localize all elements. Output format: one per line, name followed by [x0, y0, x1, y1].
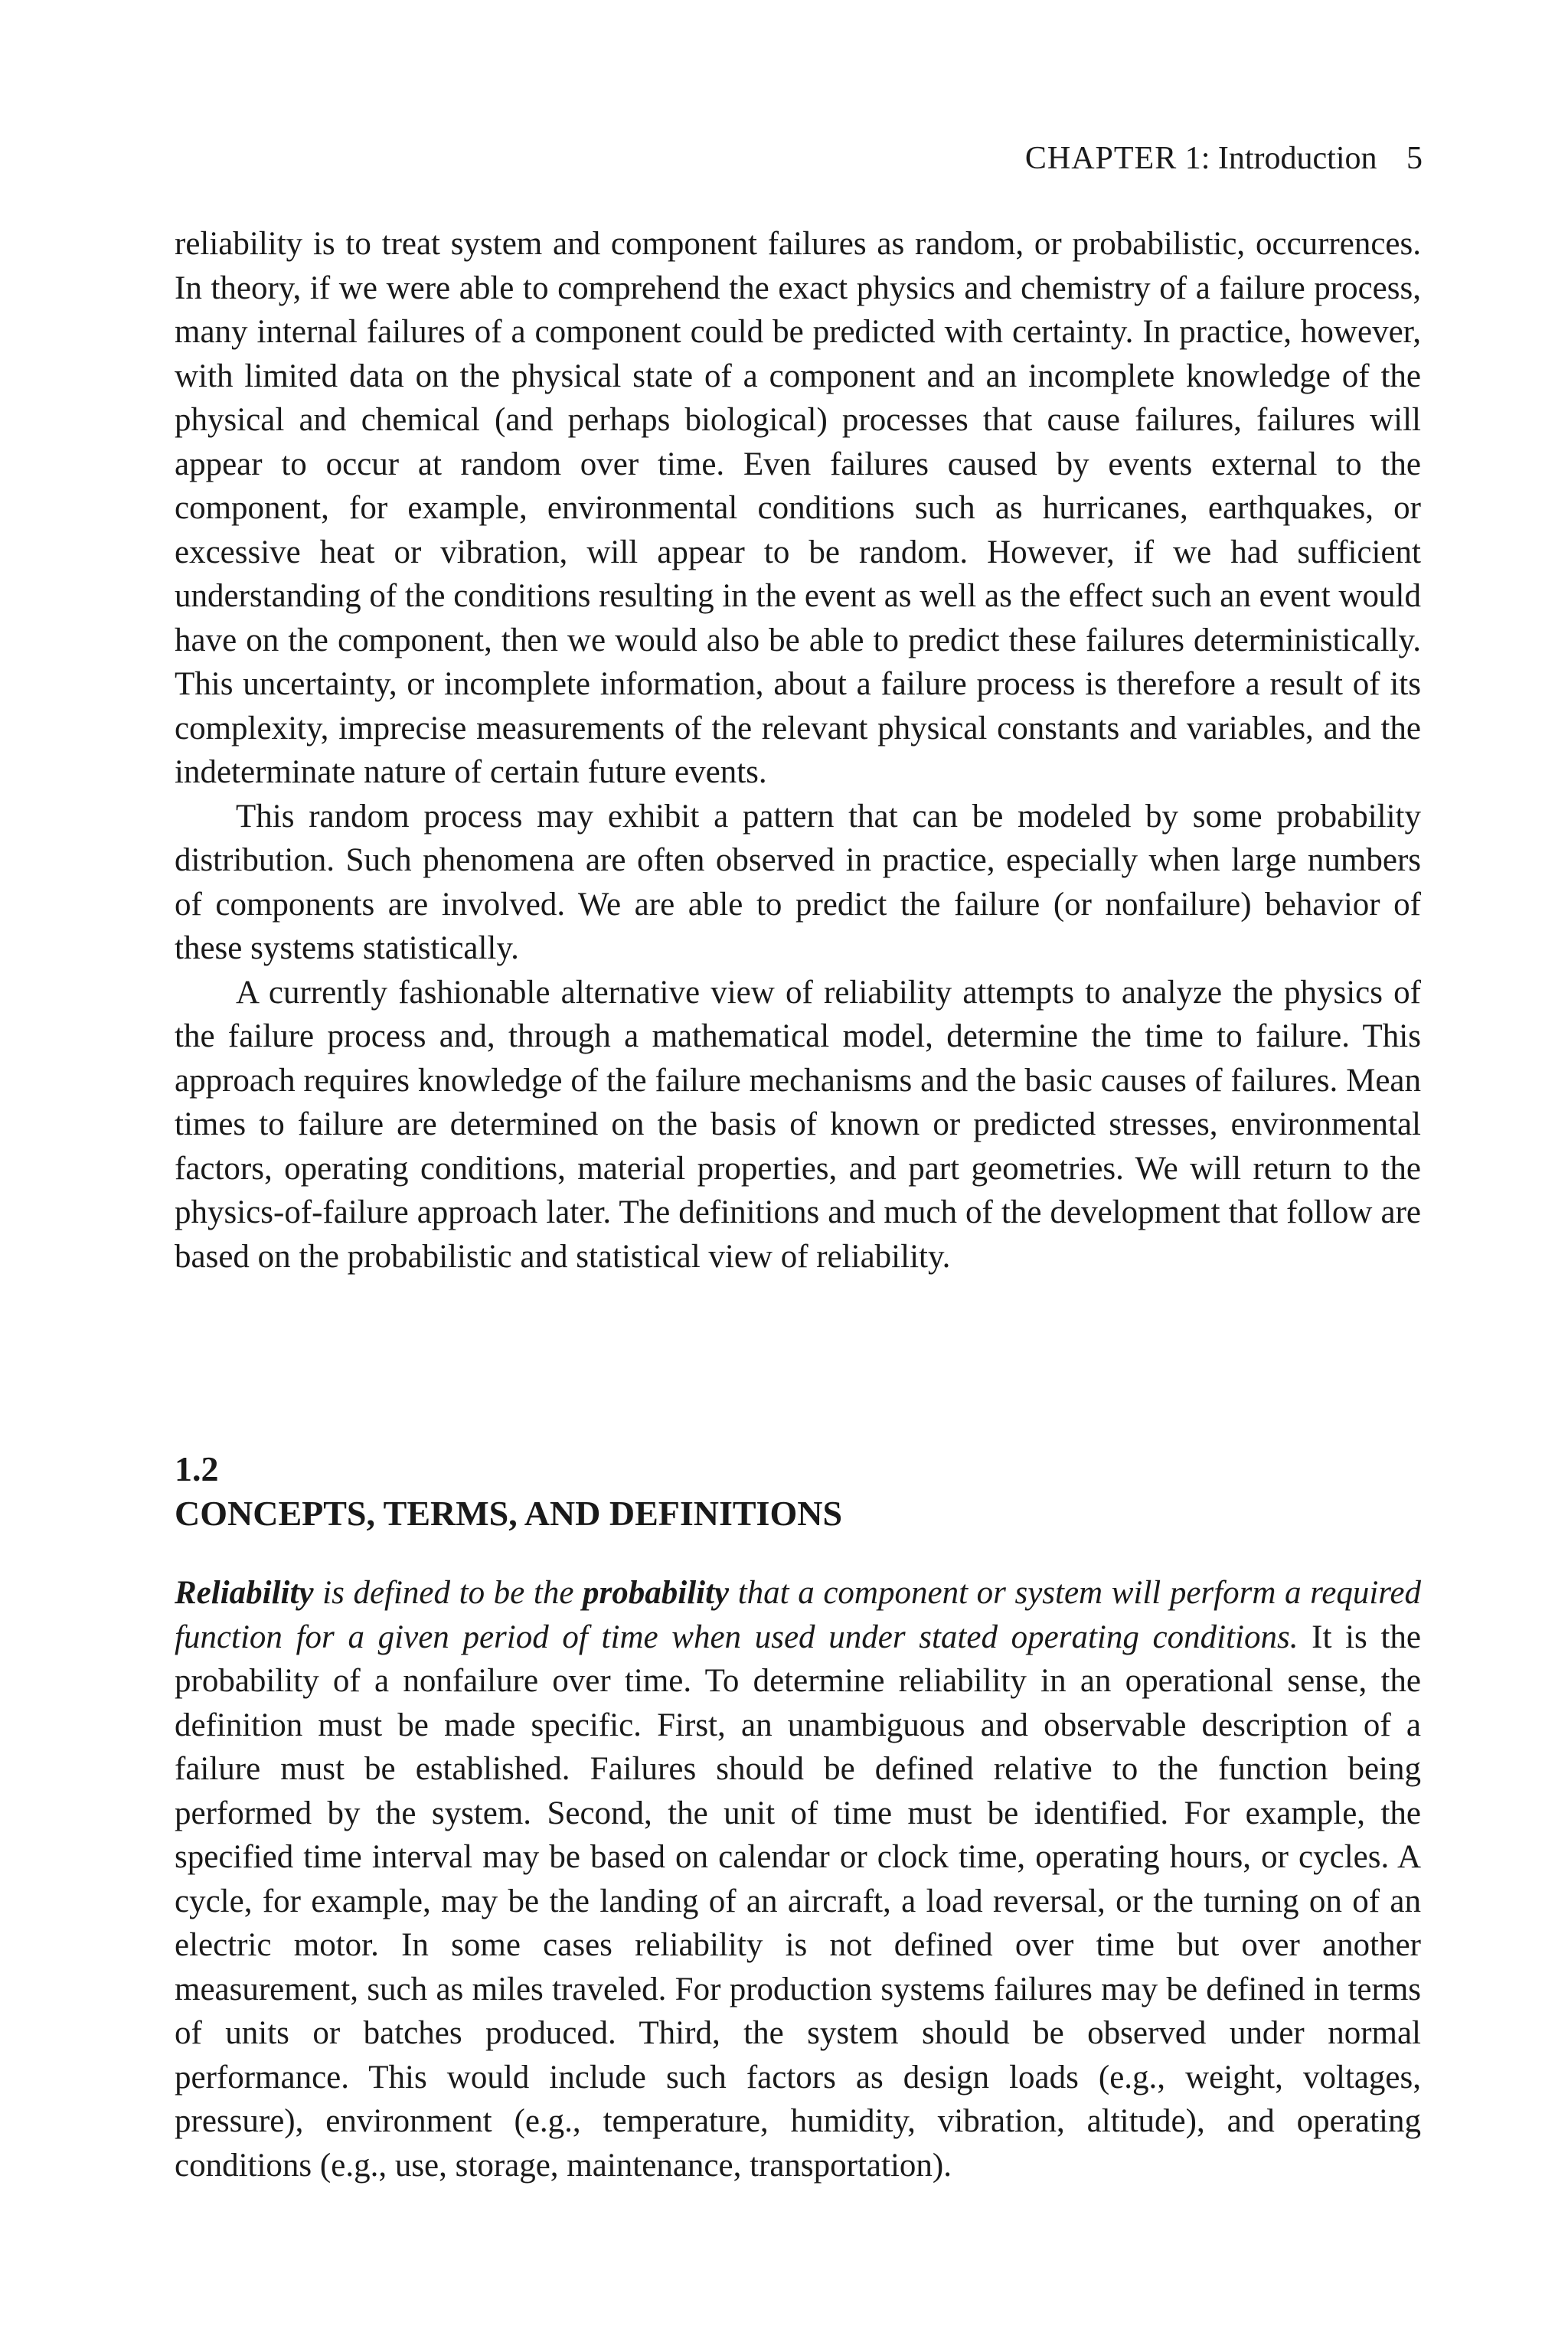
section-heading: [175, 1447, 1421, 1536]
definition-rest: that a component or system will perform a required function for a given period of time when used under stated operating conditions.: [175, 1575, 1422, 1655]
paragraph-continued: reliability is to treat system and component failures as random, or probabilistic, occurrences. In theory, if we were able to comprehend the exact physics and chemistry of a failure process, many internal failures of a component could be predicted with certainty. In practice, however, with limited data on the physical state of a component and an incomplete knowledge of the physical and chemical (and perhaps biological) processes that cause failures, failures will appear to occur at random over time. Even failures caused by events external to the component, for example, environmental conditions such as hurricanes, earthquakes, or excessive heat or vibration, will appear to be random. However, if we had sufficient understanding of the conditions resulting in the event as well as the effect such an event would have on the component, then we would also be able to predict these failures deterministically. This uncertainty, or incomplete information, about a failure process is therefore a result of its complexity, imprecise measurements of the relevant physical constants and variables, and the indeterminate nature of certain future events.: [175, 226, 1421, 790]
paragraph-random-process: This random process may exhibit a pattern that can be modeled by some probability distribution. Such phenomena are often observed in practice, especially when large numbers of components are involved. We are able to predict the failure (or nonfailure) behavior of these systems statistically.: [175, 798, 1421, 966]
page-number: 5: [1406, 141, 1423, 176]
chapter-title: Introduction: [1217, 141, 1377, 176]
section-title: CONCEPTS, TERMS, AND DEFINITIONS: [175, 1494, 843, 1533]
body-text: [175, 222, 1421, 1279]
chapter-label: CHAPTER: [1024, 141, 1178, 176]
paragraph-physics-of-failure: A currently fashionable alternative view of reliability attempts to analyze the physics of the failure process and, through a mathematical model, determine the time to failure. This approach requires knowledge of the failure mechanisms and the basic causes of failures. Mean times to failure are determined on the basis of known or predicted stresses, environmental factors, operating conditions, material properties, and part geometries. We will return to the physics-of-failure approach later. The definitions and much of the development that follow are based on the probabilistic and statistical view of reliability.: [175, 974, 1421, 1275]
definition-paragraph: [175, 1571, 1421, 2187]
definition-text: [175, 1571, 1421, 2187]
definition-lead: is defined to be the: [313, 1575, 583, 1611]
definition-key-word: probability: [583, 1575, 730, 1611]
running-header: [1025, 142, 1423, 175]
section-number: 1.2: [175, 1449, 219, 1488]
definition-body: It is the probability of a nonfailure over time. To determine reliability in an operational sense, the definition must be made specific. First, an unambiguous and observable description of a failure must be established. Failures should be defined relative to the function being performed by the system. Second, the unit of time must be identified. For example, the specified time interval may be based on calendar or clock time, operating hours, or cycles. A cycle, for example, may be the landing of an aircraft, a load reversal, or the turning on of an electric motor. In some cases reliability is not defined over time but over another measurement, such as miles traveled. For production systems failures may be defined in terms of units or batches produced. Third, the system should be observed under normal performance. This would include such factors as design loads (e.g., weight, voltages, pressure), environment (e.g., temperature, humidity, vibration, altitude), and operating conditions (e.g., use, storage, maintenance, transportation).: [175, 1619, 1421, 2184]
chapter-number: 1:: [1184, 141, 1210, 176]
definition-term: Reliability: [175, 1575, 314, 1611]
